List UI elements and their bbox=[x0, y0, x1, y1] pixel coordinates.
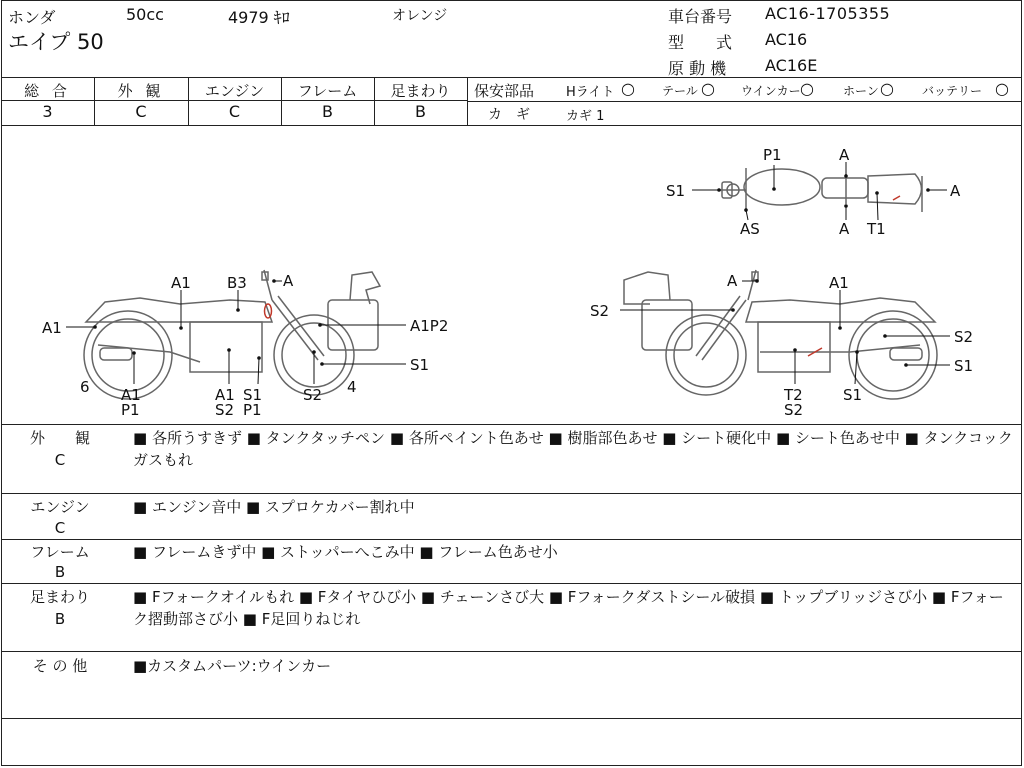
remark-suspension-text: ■ Fフォークオイルもれ ■ Fタイヤひび小 ■ チェーンさび大 ■ Fフォークダストシール破損 ■ トップブリッジさび小 ■ Fフォーク摺動部さび小 ■ F足回りねじれ bbox=[133, 588, 1004, 628]
remark-suspension-label: 足まわり bbox=[29, 588, 90, 606]
remark-engine-label: エンジン bbox=[30, 498, 90, 516]
label-right-s2-right: S2 bbox=[954, 328, 974, 346]
label-right-a1-top: A1 bbox=[829, 274, 849, 292]
safety-headlight-mark: ○ bbox=[621, 79, 635, 98]
label-left-a1-mid: A1 bbox=[215, 386, 235, 404]
label-top-t1: T1 bbox=[867, 220, 886, 238]
exterior-grade: C bbox=[135, 102, 147, 121]
label-top-a-right: A bbox=[950, 182, 961, 200]
overall-label: 総 合 bbox=[24, 82, 71, 100]
label-left-a-top: A bbox=[283, 272, 294, 290]
safety-battery-mark: ○ bbox=[995, 79, 1009, 98]
type-label: 型 式 bbox=[668, 33, 733, 52]
label-top-s1: S1 bbox=[666, 182, 686, 200]
safety-winker-mark: ○ bbox=[800, 79, 814, 98]
mileage: 4979 ｷﾛ bbox=[228, 8, 290, 27]
safety-horn-mark: ○ bbox=[880, 79, 894, 98]
engine-value: AC16E bbox=[765, 56, 818, 75]
key-label: カ ギ bbox=[488, 107, 530, 123]
remark-exterior-text: ■ 各所うすきず ■ タンクタッチペン ■ 各所ペイント色あせ ■ 樹脂部色あせ ■ シート硬化中 ■ シート色あせ中 ■ タンクコックガスもれ bbox=[133, 429, 1013, 469]
label-left-s1-right: S1 bbox=[410, 356, 430, 374]
safety-battery-label: バッテリー bbox=[922, 84, 983, 98]
bike-right-view bbox=[624, 270, 937, 399]
bike-top-view bbox=[718, 168, 922, 212]
label-right-t2: T2 bbox=[784, 386, 803, 404]
frame-no: AC16-1705355 bbox=[765, 4, 891, 23]
label-right-s2-left: S2 bbox=[590, 302, 610, 320]
overall-grade: 3 bbox=[42, 102, 53, 121]
label-left-a1-left: A1 bbox=[42, 319, 62, 337]
label-left-s2-low: S2 bbox=[303, 386, 323, 404]
remark-frame-label: フレーム bbox=[30, 543, 90, 561]
label-top-a-bottom: A bbox=[839, 220, 850, 238]
safety-horn-label: ホーン bbox=[843, 84, 879, 98]
frame-grade: B bbox=[322, 102, 333, 121]
label-left-s2-mid: S2 bbox=[215, 401, 235, 419]
key-value: カギ 1 bbox=[566, 109, 605, 124]
label-left-a1p2: A1P2 bbox=[410, 317, 449, 335]
engine-grade: C bbox=[228, 102, 241, 121]
remark-frame-grade: B bbox=[54, 563, 66, 581]
displacement: 50cc bbox=[126, 5, 164, 24]
label-left-s1-mid: S1 bbox=[243, 386, 263, 404]
frame-grade-label: フレーム bbox=[297, 82, 358, 100]
safety-winker-label: ウインカー bbox=[741, 84, 801, 98]
model-name: エイプ 50 bbox=[8, 30, 104, 54]
remark-suspension-grade: B bbox=[54, 610, 66, 628]
label-top-as: AS bbox=[740, 220, 760, 238]
label-left-p1-mid: P1 bbox=[243, 401, 262, 419]
color: オレンジ bbox=[392, 8, 448, 24]
label-left-b3: B3 bbox=[227, 274, 247, 292]
remark-engine-text: ■ エンジン音中 ■ スプロケカバー割れ中 bbox=[133, 498, 415, 516]
label-left-6: 6 bbox=[80, 378, 90, 396]
divider bbox=[1, 651, 1022, 652]
label-left-p1-low: P1 bbox=[121, 401, 140, 419]
divider bbox=[1, 493, 1022, 494]
label-top-a-top: A bbox=[839, 146, 850, 164]
safety-tail-label: テール bbox=[662, 84, 698, 98]
remark-engine-grade: C bbox=[54, 519, 66, 537]
suspension-grade-label: 足まわり bbox=[390, 82, 451, 100]
safety-label: 保安部品 bbox=[474, 82, 535, 100]
scratch-mark bbox=[893, 196, 900, 200]
remark-other-text: ■カスタムパーツ:ウインカー bbox=[133, 657, 332, 675]
suspension-grade: B bbox=[415, 102, 426, 121]
remark-other-label: そ の 他 bbox=[32, 657, 88, 675]
label-right-s1-right: S1 bbox=[954, 357, 974, 375]
remark-exterior-grade: C bbox=[54, 451, 66, 469]
label-right-s1-low: S1 bbox=[843, 386, 863, 404]
divider bbox=[1, 583, 1022, 584]
divider bbox=[1, 718, 1022, 719]
label-left-4: 4 bbox=[347, 378, 357, 396]
type-value: AC16 bbox=[765, 30, 808, 49]
label-left-a1-top: A1 bbox=[171, 274, 191, 292]
label-right-a-top: A bbox=[727, 272, 738, 290]
engine-grade-label: エンジン bbox=[204, 82, 265, 100]
safety-tail-mark: ○ bbox=[701, 79, 715, 98]
engine-label: 原 動 機 bbox=[668, 59, 727, 78]
exterior-label: 外 観 bbox=[117, 82, 165, 100]
remark-exterior-label: 外 観 bbox=[29, 429, 90, 447]
frame-no-label: 車台番号 bbox=[668, 7, 733, 26]
divider bbox=[1, 539, 1022, 540]
remark-frame-text: ■ フレームきず中 ■ ストッパーへこみ中 ■ フレーム色あせ小 bbox=[133, 543, 558, 561]
maker: ホンダ bbox=[8, 8, 56, 27]
label-left-a1-low: A1 bbox=[121, 386, 141, 404]
label-right-s2-low: S2 bbox=[784, 401, 804, 419]
label-top-p1: P1 bbox=[763, 146, 782, 164]
safety-headlight-label: Hライト bbox=[566, 85, 615, 100]
